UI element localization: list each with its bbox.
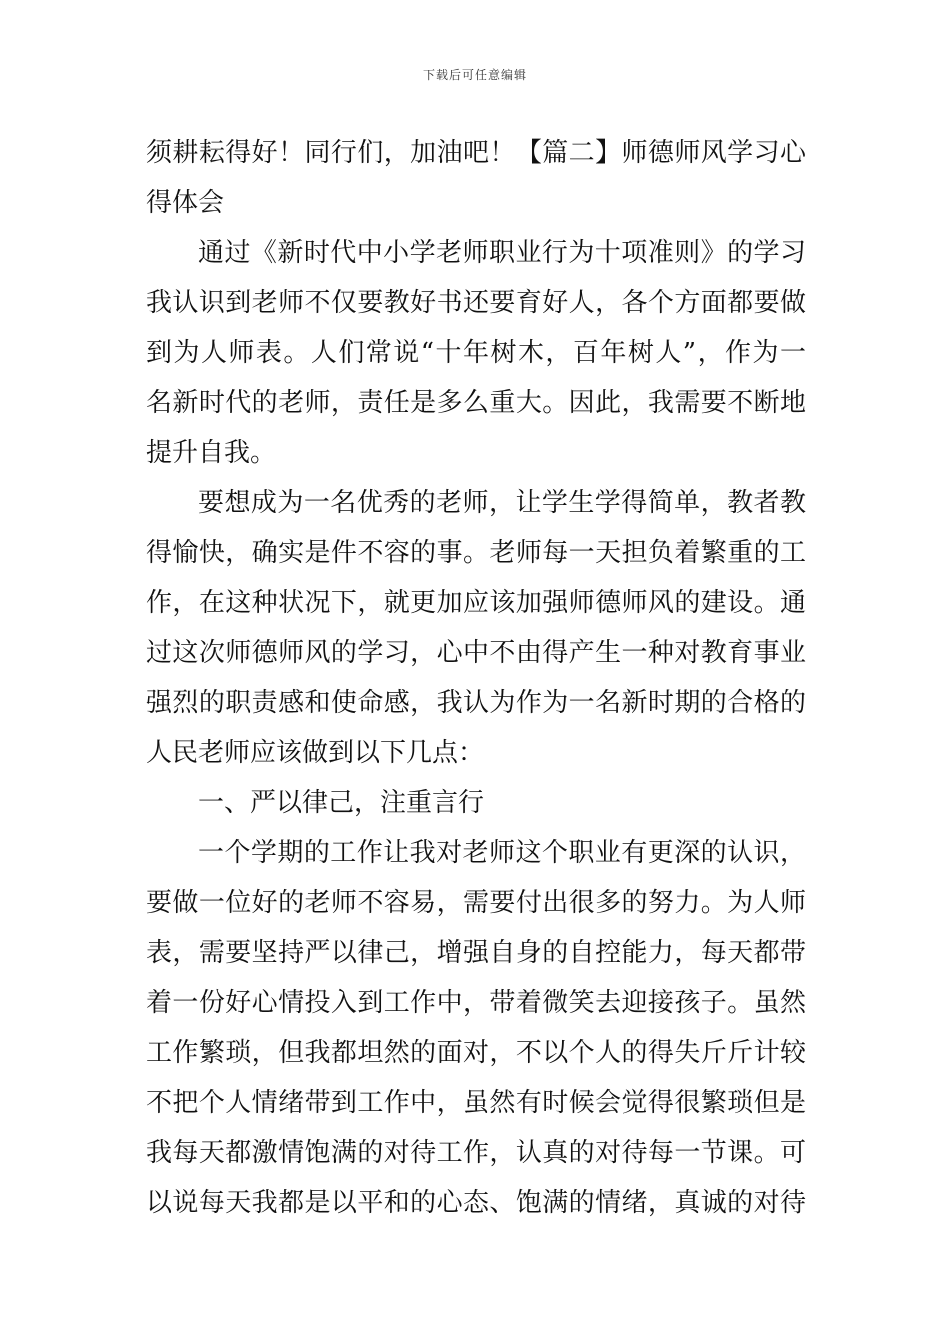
text-line: 人民老师应该做到以下几点： <box>146 738 485 768</box>
text-line: 到为人师表。人们常说“十年树木，百年树人”，作为一 <box>146 338 806 368</box>
text-line: 一个学期的工作让我对老师这个职业有更深的认识， <box>198 838 806 868</box>
text-line: 要做一位好的老师不容易，需要付出很多的努力。为人师 <box>146 888 806 918</box>
text-line: 我认识到老师不仅要教好书还要育好人，各个方面都要做 <box>146 288 806 318</box>
document-body <box>146 128 806 1228</box>
text-line: 强烈的职责感和使命感，我认为作为一名新时期的合格的 <box>146 688 806 718</box>
text-line: 以说每天我都是以平和的心态、饱满的情绪，真诚的对待 <box>146 1188 806 1218</box>
text-line: 工作繁琐，但我都坦然的面对，不以个人的得失斤斤计较 <box>146 1038 806 1068</box>
text-line: 提升自我。 <box>146 438 277 468</box>
text-line: 须耕耘得好！同行们，加油吧！【篇二】师德师风学习心 <box>146 138 806 168</box>
text-line: 得体会 <box>146 188 225 218</box>
text-line: 要想成为一名优秀的老师，让学生学得简单，教者教 <box>198 488 806 518</box>
text-line: 作，在这种状况下，就更加应该加强师德师风的建设。通 <box>146 588 806 618</box>
text-line: 过这次师德师风的学习，心中不由得产生一种对教育事业 <box>146 638 806 668</box>
text-line: 名新时代的老师，责任是多么重大。因此，我需要不断地 <box>146 388 806 418</box>
text-line: 得愉快，确实是件不容的事。老师每一天担负着繁重的工 <box>146 538 806 568</box>
text-line: 不把个人情绪带到工作中，虽然有时候会觉得很繁琐但是 <box>146 1088 806 1118</box>
text-line: 我每天都激情饱满的对待工作，认真的对待每一节课。可 <box>146 1138 806 1168</box>
text-line: 表，需要坚持严以律己，增强自身的自控能力，每天都带 <box>146 938 806 968</box>
text-line: 着一份好心情投入到工作中，带着微笑去迎接孩子。虽然 <box>146 988 806 1018</box>
text-line: 通过《新时代中小学老师职业行为十项准则》的学习 <box>198 238 806 268</box>
page-header-note: 下载后可任意编辑 <box>422 68 527 82</box>
text-line: 一、严以律己，注重言行 <box>198 788 485 818</box>
